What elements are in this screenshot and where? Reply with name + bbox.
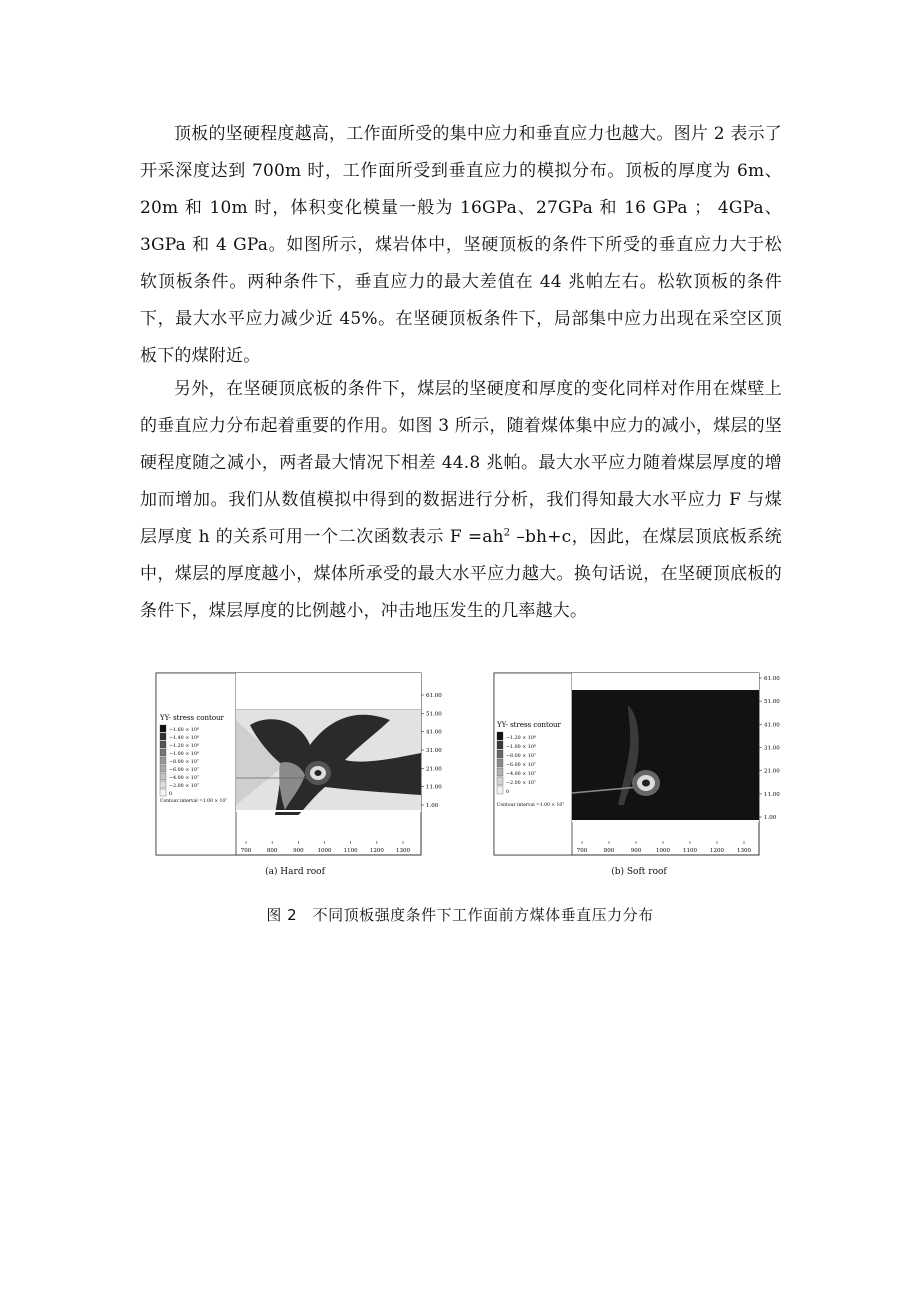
paragraph-coal-seam: [140, 371, 782, 630]
y-tick-label: 31.00: [764, 745, 780, 752]
y-tick-label: 21.00: [764, 768, 780, 775]
legend-swatch: [160, 749, 166, 756]
x-tick-label: 1100: [683, 848, 697, 854]
paragraph-roof-hardness: 顶板的坚硬程度越高，工作面所受的集中应力和垂直应力也越大。图片 2 表示了开采深度达到 700m 时，工作面所受到垂直应力的模拟分布。顶板的厚度为 6m、20m 和 10m 时，体积变化模量一般为 16GPa、27GPa 和 16 GPa ； 4GPa、3GPa 和 4 GPa。如图所示，煤岩体中，坚硬顶板的条件下所受的垂直应力大于松软顶板条件。两种条件下，垂直应力的最大差值在 44 兆帕左右。松软顶板的条件下，最大水平应力减少近 45%。在坚硬顶板条件下，局部集中应力出现在采空区顶板下的煤附近。: [140, 124, 782, 366]
x-tick-label: 1000: [656, 848, 670, 854]
legend-swatch: [497, 741, 503, 749]
floor-boundary: [572, 820, 759, 822]
x-tick-label: 1200: [710, 848, 724, 854]
hard-roof-contour-plot: [150, 665, 440, 865]
y-tick-label: 61.00: [764, 676, 780, 682]
x-tick-label: 700: [240, 848, 252, 854]
y-tick-label: 21.00: [426, 766, 442, 773]
legend-label: −4.00 × 10⁷: [169, 776, 199, 781]
legend-swatch: [160, 757, 166, 764]
x-tick-label: 800: [266, 848, 278, 854]
panel-hard-roof: [150, 665, 442, 877]
y-tick-label: 1.00: [764, 815, 777, 821]
legend-label: −4.00 × 10⁷: [506, 772, 536, 777]
y-tick-label: 51.00: [764, 699, 780, 706]
stress-concentration-center: [315, 770, 322, 776]
paragraph-coal-seam-text-2: –bh+c，因此，在煤层顶底板系统中，煤层的厚度越小，煤体所承受的最大水平应力越大。换句话说，在坚硬顶底板的条件下，煤层厚度的比例越小，冲击地压发生的几率越大。: [140, 527, 782, 621]
legend-title: YY- stress contour: [160, 714, 224, 722]
floor-boundary: [236, 810, 421, 812]
y-tick-label: 51.00: [426, 711, 442, 718]
legend-label: −2.00 × 10⁷: [169, 784, 199, 789]
legend-swatch: [160, 725, 166, 732]
y-tick-label: 11.00: [764, 791, 780, 798]
legend-swatch: [160, 741, 166, 748]
legend-swatch: [497, 777, 503, 785]
y-tick-label: 1.00: [426, 803, 439, 809]
x-tick-label: 900: [630, 848, 642, 854]
legend-label: −8.00 × 10⁷: [169, 760, 199, 765]
legend-label: −1.20 × 10⁸: [169, 744, 199, 749]
legend-swatch: [497, 759, 503, 767]
subcaption-soft-roof: (b) Soft roof: [611, 867, 667, 877]
legend-swatch: [497, 786, 503, 794]
legend-label: −1.60 × 10⁸: [169, 728, 199, 733]
legend-label: −6.00 × 10⁷: [506, 763, 536, 768]
legend-note: Contour interval =1.00 × 10⁷: [160, 799, 228, 804]
legend-label: −1.40 × 10⁸: [169, 736, 199, 741]
legend-label: −1.20 × 10⁸: [506, 736, 536, 741]
legend-note: Contour interval =1.00 × 10⁷: [497, 803, 565, 808]
legend-title: YY- stress contour: [497, 721, 561, 729]
stress-concentration-center: [642, 780, 650, 787]
legend-swatch: [160, 733, 166, 740]
legend-swatch: [160, 773, 166, 780]
subcaption-hard-roof: (a) Hard roof: [265, 867, 325, 877]
legend-swatch: [160, 765, 166, 772]
legend-label: −8.00 × 10⁷: [506, 754, 536, 759]
y-axis: [759, 676, 780, 821]
x-tick-label: 800: [603, 848, 615, 854]
x-tick-label: 1100: [343, 848, 358, 854]
x-tick-label: 700: [576, 848, 588, 854]
legend-swatch: [497, 732, 503, 740]
x-tick-label: 900: [293, 848, 304, 854]
paragraph-coal-seam-text-1: 另外，在坚硬顶底板的条件下，煤层的坚硬度和厚度的变化同样对作用在煤壁上的垂直应力分布起着重要的作用。如图 3 所示，随着煤体集中应力的减小，煤层的坚硬程度随之减小，两者最大情况下相差 44.8 兆帕。最大水平应力随着煤层厚度的增加而增加。我们从数值模拟中得到的数据进行分析，我们得知最大水平应力 F 与煤层厚度 h 的关系可用一个二次函数表示 F =ah: [140, 379, 782, 547]
legend-label: 0: [506, 790, 510, 795]
legend-label: −2.00 × 10⁷: [506, 781, 536, 786]
contour-upper-zone: [236, 673, 421, 710]
legend-swatch: [160, 789, 166, 796]
legend-items: [160, 725, 199, 797]
figure-2: [150, 665, 790, 895]
y-tick-label: 61.00: [426, 693, 442, 699]
legend-label: −1.00 × 10⁸: [506, 745, 536, 750]
y-tick-label: 31.00: [426, 748, 442, 754]
legend-label: 0: [169, 792, 173, 797]
y-tick-label: 11.00: [426, 784, 442, 791]
x-tick-label: 1300: [737, 848, 751, 854]
contour-background: [572, 690, 759, 820]
legend-swatch: [160, 781, 166, 788]
legend-label: −1.00 × 10⁸: [169, 752, 199, 757]
legend-swatch: [497, 768, 503, 776]
superscript-two: 2: [503, 527, 511, 539]
panel-soft-roof: [488, 665, 790, 877]
soft-roof-contour-plot: [488, 665, 790, 865]
legend-swatch: [497, 750, 503, 758]
x-tick-label: 1300: [396, 848, 410, 854]
y-tick-label: 41.00: [764, 722, 780, 729]
contour-upper-zone: [572, 673, 759, 690]
x-tick-label: 1200: [369, 848, 384, 854]
legend-label: −6.00 × 10⁷: [169, 768, 199, 773]
x-tick-label: 1000: [317, 848, 332, 854]
figure-caption: 图 2 不同顶板强度条件下工作面前方煤体垂直压力分布: [266, 906, 654, 924]
y-axis: [421, 693, 442, 809]
y-tick-label: 41.00: [426, 729, 442, 736]
